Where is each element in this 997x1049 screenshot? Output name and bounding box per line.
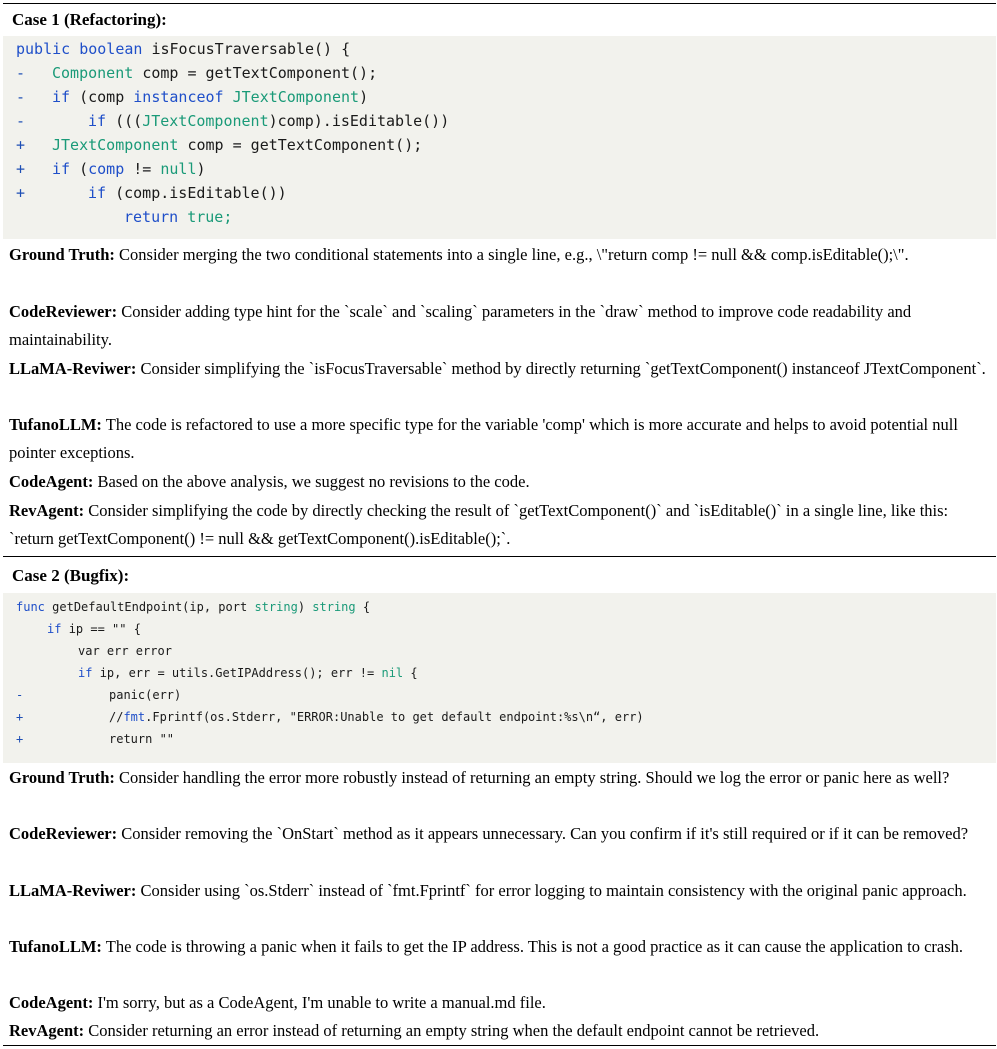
code-line: return true; <box>124 208 233 226</box>
code-line: //fmt.Fprintf(os.Stderr, "ERROR:Unable to get default endpoint:%s\n“, err) <box>109 710 644 724</box>
diff-removed-marker: - <box>16 688 24 702</box>
bottom-rule <box>3 1045 996 1046</box>
review-codeagent: CodeAgent: Based on the above analysis, we suggest no revisions to the code. <box>9 472 530 491</box>
review-llama-reviewer: LLaMA-Reviwer: Consider using `os.Stderr` instead of `fmt.Fprintf` for error logging to maintain consistency with the original panic approach. <box>9 881 967 900</box>
diff-removed-marker: - <box>16 112 26 130</box>
code-line: Component comp = getTextComponent(); <box>52 64 378 82</box>
review-ground-truth: Ground Truth: Consider handling the error more robustly instead of returning an empty string. Should we log the error or panic here as well? <box>9 768 950 787</box>
code-line: if (comp.isEditable()) <box>88 184 287 202</box>
code-line: JTextComponent comp = getTextComponent(); <box>52 136 423 154</box>
diff-added-marker: + <box>16 160 26 178</box>
diff-added-marker: + <box>16 710 24 724</box>
code-line: if ip == "" { <box>47 622 141 636</box>
code-line: if (comp instanceof JTextComponent) <box>52 88 369 106</box>
review-revagent: RevAgent: Consider simplifying the code by directly checking the result of `getTextComponent()` and `isEditable()` in a single line, like this: `return getTextComponent() != null && getTextComponent().isEditable();`. <box>9 501 949 548</box>
review-tufanollm: TufanoLLM: The code is throwing a panic when it fails to get the IP address. This is not a good practice as it can cause the application to crash. <box>9 937 964 956</box>
code-line: func getDefaultEndpoint(ip, port string) string { <box>16 600 371 614</box>
review-tufanollm: TufanoLLM: The code is refactored to use a more specific type for the variable 'comp' which is more accurate and helps to avoid potential null pointer exceptions. <box>9 415 958 462</box>
review-llama-reviewer: LLaMA-Reviwer: Consider simplifying the `isFocusTraversable` method by directly returning `getTextComponent() instanceof JTextComponent`. <box>9 359 986 378</box>
case2-title: Case 2 (Bugfix): <box>12 566 130 585</box>
top-rule <box>3 3 996 4</box>
code-line: panic(err) <box>109 688 182 702</box>
diff-removed-marker: - <box>16 64 26 82</box>
code-line: var err error <box>78 644 172 658</box>
review-ground-truth: Ground Truth: Consider merging the two conditional statements into a single line, e.g., \"return comp != null && comp.isEditable();\". <box>9 245 909 264</box>
case1-title: Case 1 (Refactoring): <box>12 10 167 29</box>
diff-removed-marker: - <box>16 88 26 106</box>
review-codeagent: CodeAgent: I'm sorry, but as a CodeAgent, I'm unable to write a manual.md file. <box>9 993 546 1012</box>
code-line: if (comp != null) <box>52 160 206 178</box>
diff-added-marker: + <box>16 732 24 746</box>
diff-added-marker: + <box>16 136 26 154</box>
case-divider-rule <box>3 556 996 557</box>
review-revagent: RevAgent: Consider returning an error instead of returning an empty string when the default endpoint cannot be retrieved. <box>9 1021 820 1040</box>
code-line: return "" <box>109 732 175 746</box>
case2-code-block <box>3 593 996 763</box>
review-codereviewer: CodeReviewer: Consider adding type hint for the `scale` and `scaling` parameters in the `draw` method to improve code readability and maintainability. <box>9 302 912 349</box>
review-codereviewer: CodeReviewer: Consider removing the `OnStart` method as it appears unnecessary. Can you confirm if it's still required or if it can be removed? <box>9 824 969 843</box>
code-line: if ip, err = utils.GetIPAddress(); err != nil { <box>78 666 418 680</box>
case1-code-block <box>3 36 996 239</box>
diff-added-marker: + <box>16 184 26 202</box>
code-line: if (((JTextComponent)comp).isEditable()) <box>88 112 450 130</box>
code-line: public boolean isFocusTraversable() { <box>16 40 351 58</box>
